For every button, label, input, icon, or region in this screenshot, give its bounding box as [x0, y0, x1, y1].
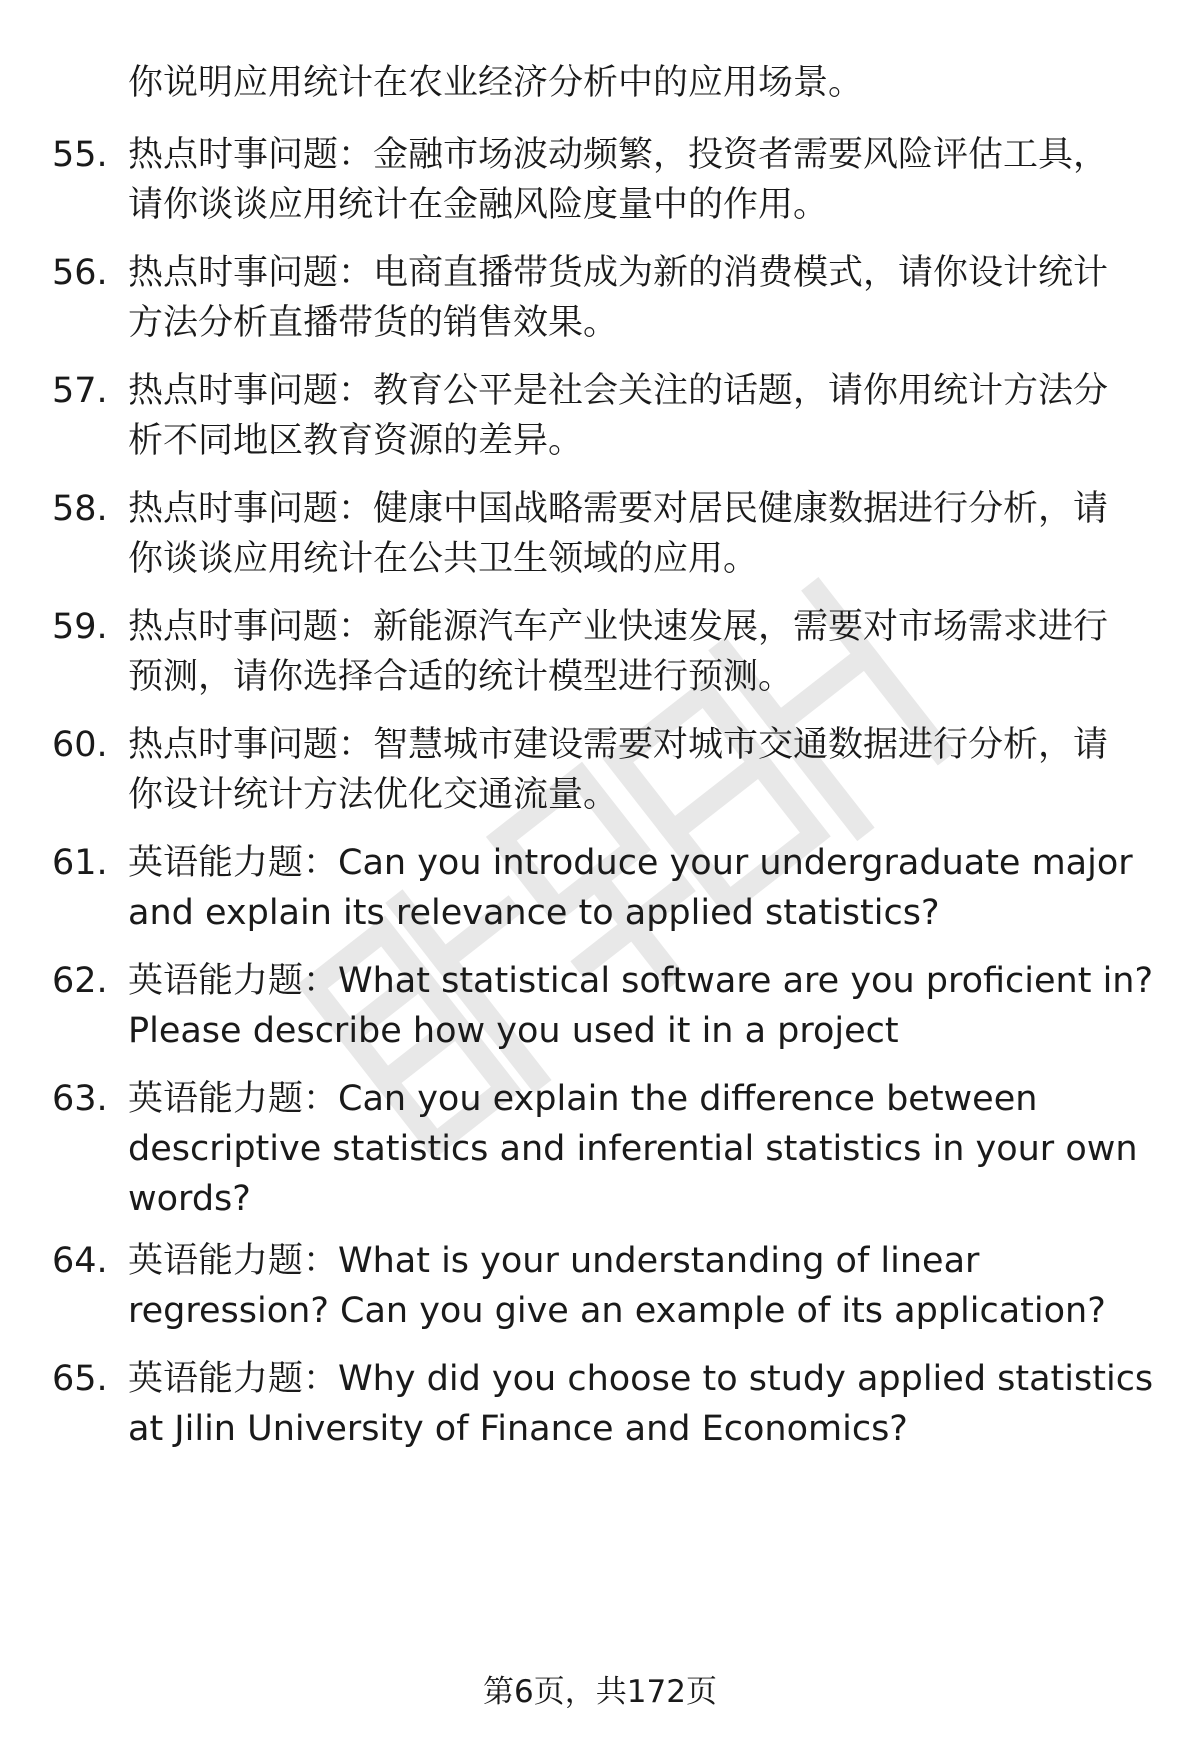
question-text — [128, 1074, 1158, 1224]
question-text — [128, 248, 1158, 348]
question-number: 59. — [52, 607, 108, 647]
question-line: 析不同地区教育资源的差异。 — [128, 421, 584, 461]
question-line: 方法分析直播带货的销售效果。 — [128, 303, 619, 343]
question-line: 英语能力题：Can you introduce your undergraduate major — [128, 843, 1133, 883]
question-number: 55. — [52, 135, 108, 175]
question-number: 58. — [52, 489, 108, 529]
question-text — [128, 602, 1158, 702]
question-line: 英语能力题：What statistical software are you proficient in? — [128, 961, 1154, 1001]
question-number: 64. — [52, 1241, 108, 1281]
question-number: 60. — [52, 725, 108, 765]
question-line: 英语能力题：Can you explain the difference between — [128, 1079, 1038, 1119]
question-line: 预测，请你选择合适的统计模型进行预测。 — [128, 657, 794, 697]
question-line: 热点时事问题：教育公平是社会关注的话题，请你用统计方法分 — [128, 371, 1109, 411]
question-line: descriptive statistics and inferential statistics in your own — [128, 1129, 1138, 1169]
question-line: and explain its relevance to applied statistics? — [128, 893, 940, 933]
question-number: 65. — [52, 1359, 108, 1399]
question-text — [128, 956, 1158, 1056]
question-number: 57. — [52, 371, 108, 411]
question-text — [128, 366, 1158, 466]
question-text — [128, 484, 1158, 584]
question-line: 英语能力题：What is your understanding of linear — [128, 1241, 980, 1281]
question-text — [128, 1236, 1158, 1336]
question-line: 英语能力题：Why did you choose to study applied statistics — [128, 1359, 1154, 1399]
question-line: 你谈谈应用统计在公共卫生领域的应用。 — [128, 539, 759, 579]
question-text — [128, 1354, 1158, 1454]
question-line: 请你谈谈应用统计在金融风险度量中的作用。 — [128, 185, 829, 225]
previous-question-continuation: 你说明应用统计在农业经济分析中的应用场景。 — [128, 63, 864, 103]
question-line: 热点时事问题：智慧城市建设需要对城市交通数据进行分析，请 — [128, 725, 1109, 765]
question-line: 你设计统计方法优化交通流量。 — [128, 775, 619, 815]
question-number: 61. — [52, 843, 108, 883]
page-footer: 第6页，共172页 — [483, 1674, 717, 1710]
question-line: 热点时事问题：健康中国战略需要对居民健康数据进行分析，请 — [128, 489, 1109, 529]
question-line: words? — [128, 1179, 251, 1219]
question-line: at Jilin University of Finance and Economics? — [128, 1409, 908, 1449]
question-number: 63. — [52, 1079, 108, 1119]
question-line: 热点时事问题：金融市场波动频繁，投资者需要风险评估工具， — [128, 135, 1109, 175]
question-text — [128, 720, 1158, 820]
question-text — [128, 130, 1158, 230]
question-line: 热点时事问题：新能源汽车产业快速发展，需要对市场需求进行 — [128, 607, 1109, 647]
question-text — [128, 838, 1158, 938]
question-line: regression? Can you give an example of its application? — [128, 1291, 1106, 1331]
question-number: 62. — [52, 961, 108, 1001]
question-line: Please describe how you used it in a project — [128, 1011, 899, 1051]
question-line: 热点时事问题：电商直播带货成为新的消费模式，请你设计统计 — [128, 253, 1109, 293]
question-number: 56. — [52, 253, 108, 293]
